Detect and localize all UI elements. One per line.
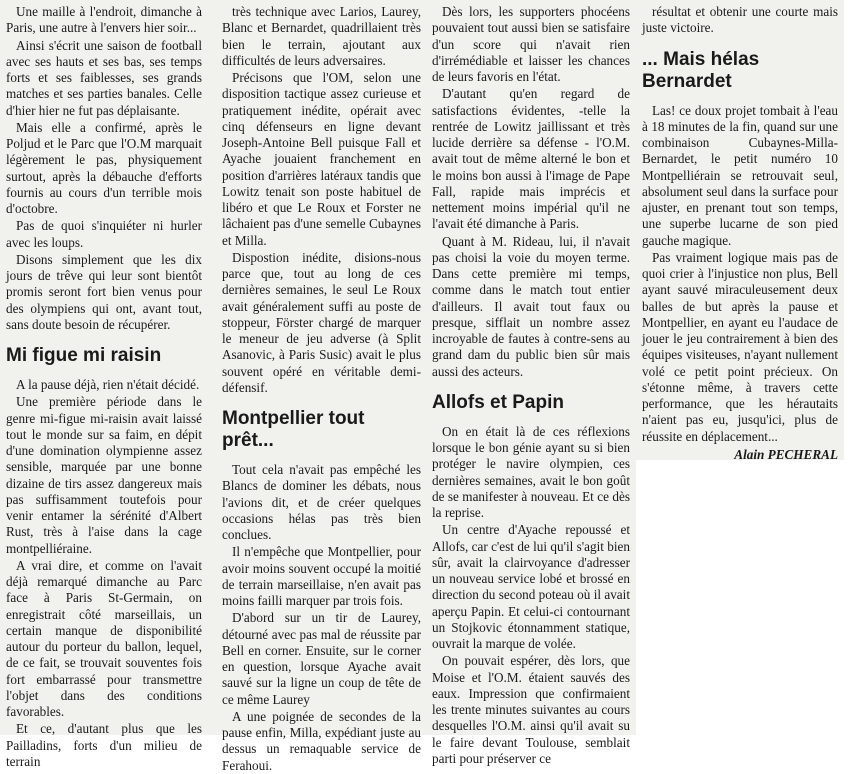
article-column-2: [222, 4, 421, 774]
paragraph: Une maille à l'endroit, dimanche à Paris, une autre à l'envers hier soir...: [6, 4, 202, 36]
paragraph: Quant à M. Rideau, lui, il n'avait pas choisi la voie du moyen terme. Dans cette première mi temps, comme dans le match tout entier d'ailleurs. Il avait tout faux ou presque, sifflait un nombre assez incroyable de fautes à contre-sens au grand dam du public bien sûr mais aussi des acteurs.: [432, 233, 630, 379]
paragraph: Dès lors, les supporters phocéens pouvaient tout aussi bien se satisfaire d'un score qui n'avait rien d'irrémédiable et laisser les chances de leurs favoris en l'état.: [432, 4, 630, 84]
paragraph: très technique avec Larios, Laurey, Blanc et Bernardet, quadrillaient très bien le terrain, ajoutant aux difficultés de leurs adversaires.: [222, 4, 421, 68]
article-column-3: [432, 4, 630, 767]
paragraph: Précisons que l'OM, selon une disposition tactique assez curieuse et pratiquement inédite, opérait avec cinq défenseurs en ligne devant Joseph-Antoine Bell puisque Fall et Ayache jouaient franchement en position d'arrières latéraux tandis que Lowitz tenait son poste habituel de libéro et que Le Roux et Forster ne lâchaient pas d'une semelle Cubaynes et Milla.: [222, 70, 421, 248]
clipping-blank-corner: [636, 460, 857, 735]
paragraph: A vrai dire, et comme on l'avait déjà remarqué dimanche au Parc face à Paris St-Germain, on enregistrait côté marseillais, un certain manque de disponibilité autour du porteur du ballon, lequel, de ce fait, se trouvait souventes fois fort embarrassé pour transmettre l'objet dans des conditions favorables.: [6, 557, 202, 719]
paragraph: Ainsi s'écrit une saison de football avec ses hauts et ses bas, ses temps forts et ses faiblesses, ses grands matches et ses parties banales. Celle d'hier hier ne fut pas déplaisante.: [6, 37, 202, 118]
paragraph: Disons simplement que les dix jours de trêve qui leur sont bientôt promis seront fort bien venus pour des olympiens qui ont, avant tout, sans doute besoin de récupérer.: [6, 251, 202, 332]
paragraph: Las! ce doux projet tombait à l'eau à 18 minutes de la fin, quand sur une combinaison Cubaynes-Milla-Bernardet, le petit numéro 10 Montpelliérain se retrouvait seul, absolument seul dans la surface pour ajuster, en prenant tout son temps, une superbe lucarne de son pied gauche magique.: [642, 102, 838, 248]
paragraph: Pas vraiment logique mais pas de quoi crier à l'injustice non plus, Bell ayant sauvé miraculeusement deux balles de but après la pause et Montpellier, en ayant eu l'audace de jouer le jeu contrairement à bien des équipes visiteuses, n'ayant nullement volé ce petit point précieux. On s'étonne même, à travers cette performance, que les hérautaits n'aient pas eu, jusqu'ici, plus de réussite en déplacement...: [642, 249, 838, 444]
paragraph: D'abord sur un tir de Laurey, détourné avec pas mal de réussite par Bell en corner. Ensuite, sur le corner en question, lorsque Ayache avait sauvé sur la ligne un coup de tête de ce même Laurey: [222, 610, 421, 707]
author-signature: Alain PECHERAL: [734, 446, 838, 462]
article-column-1: [6, 4, 202, 770]
paragraph: On en était là de ces réflexions lorsque le bon génie ayant su si bien protéger le navire olympien, ces dernières semaines, avait le bon goût de se manifester à nouveau. Et ce dès la reprise.: [432, 423, 630, 520]
paragraph: Dispostion inédite, disions-nous parce que, tout au long de ces dernières semaines, le seul Le Roux avait généralement suffi au poste de stoppeur, Förster chargé de marquer le meneur de jeu adverse (à Split Asanovic, à Paris Susic) avait le plus souvent opéré en véritable demi-défensif.: [222, 249, 421, 395]
paragraph: Il n'empêche que Montpellier, pour avoir moins souvent occupé la moitié de terrain marseillaise, n'en avait pas moins failli marquer par trois fois.: [222, 544, 421, 608]
paragraph: A la pause déjà, rien n'était décidé.: [16, 377, 200, 392]
section-heading: Allofs et Papin: [432, 391, 564, 413]
paragraph: On pouvait espérer, dès lors, que Moise et l'O.M. étaient sauvés des eaux. Impression que confirmaient les trente minutes suivantes au cours desquelles l'O.M. ainsi qu'il avait su le faire devant Toulouse, semblait parti pour préserver ce: [432, 653, 630, 766]
paragraph: Tout cela n'avait pas empêché les Blancs de dominer les débats, nous l'avions dit, et de créer quelques occasions hélas pas très bien conclues.: [222, 462, 421, 542]
paragraph: D'autant qu'en regard de satisfactions évidentes, -telle la rentrée de Lowitz jaillissant et très lucide derrière sa défense - l'O.M. avait tout de même alterné le bon et le moins bon aussi à l'image de Pape Fall, rapide mais imprécis et nettement moins impérial qu'il ne l'avait été dimanche à Paris.: [432, 86, 630, 232]
paragraph: Une première période dans le genre mi-figue mi-raisin avait laissé tout le monde sur sa faim, en dépit d'une domination olympienne assez sensible, marquée par une bonne dizaine de tirs assez dangereux mais pas suffisamment toutefois pour venir entamer la sérénité d'Albert Rust, très à l'aise dans la cage montpelliéraine.: [6, 394, 202, 556]
paragraph: Et ce, d'autant plus que les Pailladins, forts d'un milieu de terrain: [6, 721, 202, 769]
section-heading: ... Mais hélas Bernardet: [642, 48, 760, 92]
paragraph: résultat et obtenir une courte mais juste victoire.: [642, 4, 838, 36]
paragraph: Un centre d'Ayache repoussé et Allofs, car c'est de lui qu'il s'agit bien sûr, avait la clairvoyance d'adresser un nouveau service lobé et brossé en direction du second poteau où il avait aperçu Papin. Et celui-ci contournant un Stojkovic étonnamment statique, ouvrait la marque de volée.: [432, 522, 630, 651]
paragraph: A une poignée de secondes de la pause enfin, Milla, expédiant juste au dessus un remaquable service de Ferahoui.: [222, 708, 421, 773]
paragraph: Pas de quoi s'inquiéter ni hurler avec les loups.: [6, 218, 202, 250]
paragraph: Mais elle a confirmé, après le Poljud et le Parc que l'O.M marquait légèrement le pas, physiquement surtout, après la débauche d'efforts fournis au cours d'un terrible mois d'octobre.: [6, 119, 202, 216]
section-heading: Mi figue mi raisin: [6, 345, 162, 366]
section-heading: Montpellier tout prêt...: [222, 408, 365, 451]
article-column-4: [642, 4, 838, 463]
